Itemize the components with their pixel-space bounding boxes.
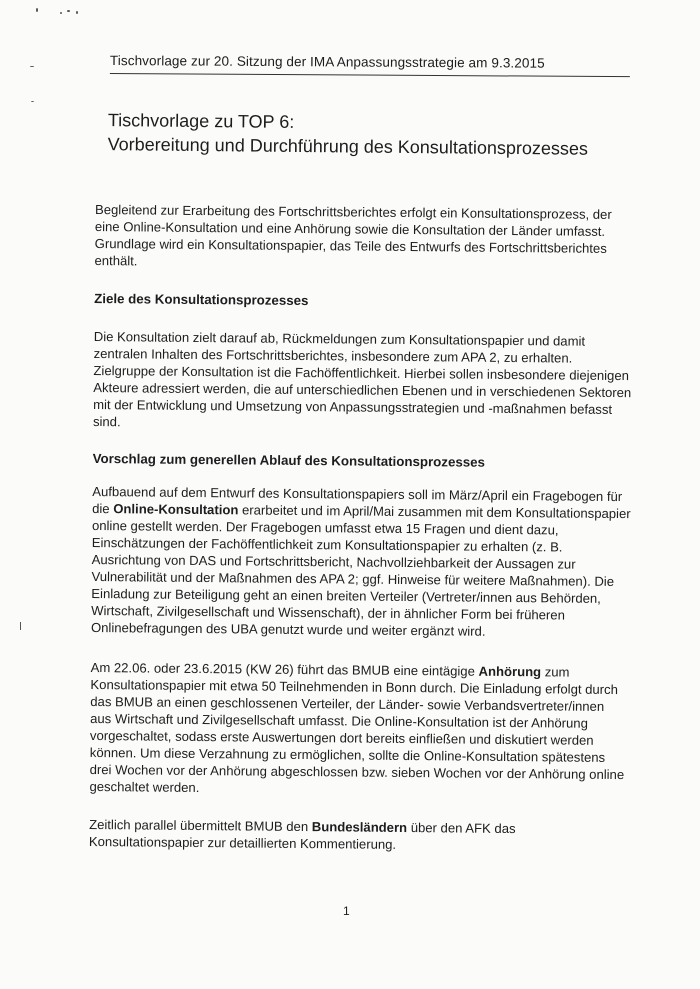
scan-speck	[31, 101, 34, 102]
scan-speck	[60, 12, 62, 14]
text-line: Begleitend zur Erarbeitung des Fortschrittsberichtes erfolgt ein Konsultationsprozess, der	[94, 201, 612, 222]
text-line: geschaltet werden.	[89, 778, 200, 796]
text-line: online gestellt werden. Der Fragebogen umfasst etwa 15 Fragen und dient dazu,	[91, 517, 559, 538]
text-line: Am 22.06. oder 23.6.2015 (KW 26) führt das BMUB eine eintägige Anhörung zum	[90, 659, 570, 680]
text-line: Akteure adressiert werden, die auf unterschiedlichen Ebenen und in verschiedenen Sektoren	[93, 379, 632, 401]
header-text: Tischvorlage zur 20. Sitzung der IMA Anpassungsstrategie am 9.3.2015	[109, 52, 545, 71]
text-line: mit der Entwicklung und Umsetzung von Anpassungsstrategien und -maßnahmen befasst	[93, 396, 613, 417]
text-line: Wirtschaft, Zivilgesellschaft und Wissenschaft), der in ähnlicher Form bei früheren	[91, 602, 565, 623]
text-line: Einschätzungen der Fachöffentlichkeit zum Konsultationspapier zu erhalten (z. B.	[91, 534, 563, 555]
text-line: zentralen Inhalten des Fortschrittsberichtes, insbesondere zum APA 2, zu erhalten.	[93, 345, 573, 366]
text-line: drei Wochen vor der Anhörung abgeschlossen bzw. sieben Wochen vor der Anhörung online	[89, 761, 625, 783]
scan-speck	[76, 11, 78, 14]
text-line: enthält.	[94, 252, 138, 269]
section-heading-procedure: Vorschlag zum generellen Ablauf des Konsultationsprozesses	[92, 450, 486, 470]
document-title	[108, 108, 608, 161]
text-line: Vulnerabilität und der Maßnahmen des APA 2; ggf. Hinweise für weitere Maßnahmen). Die	[91, 568, 615, 589]
scan-speck	[67, 10, 70, 12]
scan-speck	[36, 8, 38, 12]
page-number: 1	[343, 904, 350, 918]
text-line: aus Wirtschaft und Zivilgesellschaft umfasst. Die Online-Konsultation ist der Anhörung	[90, 710, 589, 731]
text-line: Zeitlich parallel übermittelt BMUB den Bundesländern über den AFK das	[89, 816, 516, 837]
section-heading-goals: Ziele des Konsultationsprozesses	[94, 290, 309, 309]
procedure-paragraph-hearing	[89, 659, 625, 800]
text-line: das BMUB an einen geschlossenen Verteiler, der Länder- sowie Verbandsvertreter/innen	[90, 693, 605, 714]
text-line: Konsultationspapier mit etwa 50 Teilnehmenden in Bonn durch. Die Einladung erfolgt durch	[90, 676, 618, 698]
emphasis-bundeslaender: Bundesländern	[311, 819, 408, 836]
text-line: Einladung zur Beteiligung geht an einen breiten Verteiler (Vertreter/innen aus Behörden,	[91, 585, 601, 606]
text-line: eine Online-Konsultation und eine Anhörung sowie die Konsultation der Länder umfasst.	[94, 218, 606, 239]
document-header	[110, 52, 635, 77]
text-line: Zielgruppe der Konsultation ist die Fachöffentlichkeit. Hierbei sollen insbesondere diejenigen	[93, 362, 630, 384]
intro-paragraph	[94, 201, 612, 274]
procedure-paragraph-online	[90, 483, 631, 641]
document-body	[88, 108, 632, 855]
title-line-2: Vorbereitung und Durchführung des Konsultationsprozesses	[107, 134, 589, 159]
title-line-1: Tischvorlage zu TOP 6:	[107, 110, 295, 132]
text-line: können. Um diese Verzahnung zu ermöglichen, sollte die Online-Konsultation spätestens	[89, 744, 606, 765]
scan-speck	[20, 622, 21, 630]
text-line: Aufbauend auf dem Entwurf des Konsultationspapiers soll im März/April ein Fragebogen für	[92, 483, 623, 505]
text-line: Konsultationspapier zur detaillierten Kommentierung.	[88, 833, 397, 852]
text-line: Grundlage wird ein Konsultationspapier, das Teile des Entwurfs des Fortschrittsberichtes	[94, 235, 607, 256]
text-line: die Online-Konsultation erarbeitet und im April/Mai zusammen mit dem Konsultationspapier	[92, 500, 631, 522]
emphasis-anhoerung: Anhörung	[478, 663, 542, 680]
header-rule	[110, 73, 630, 77]
goals-paragraph	[92, 328, 632, 435]
text-line: sind.	[92, 413, 121, 430]
text-line: Onlinebefragungen des UBA genutzt wurde und weiter ergänzt wird.	[90, 619, 486, 639]
emphasis-online-konsultation: Online-Konsultation	[113, 501, 239, 518]
text-line: Ausrichtung von DAS und Fortschrittsbericht, Nachvollziehbarkeit der Aussagen zur	[91, 551, 576, 572]
procedure-paragraph-states	[89, 816, 601, 855]
text-line: vorgeschaltet, sodass erste Auswertungen dort bereits einfließen und diskutiert werden	[89, 727, 594, 748]
scan-speck	[30, 66, 34, 67]
text-line: Die Konsultation zielt darauf ab, Rückmeldungen zum Konsultationspapier und damit	[93, 328, 586, 349]
